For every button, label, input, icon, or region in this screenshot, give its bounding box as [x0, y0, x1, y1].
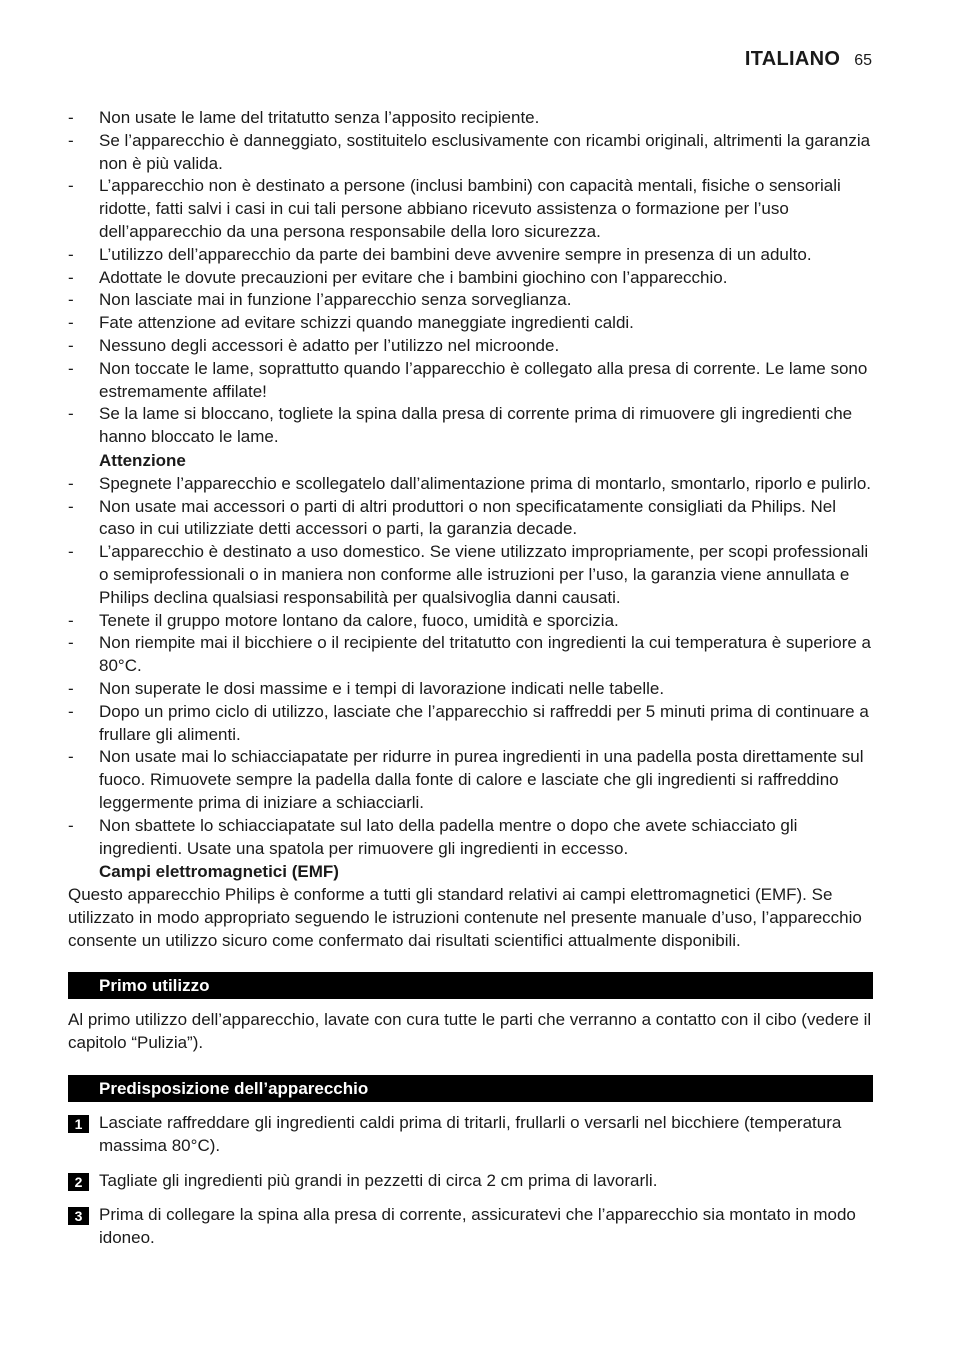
- emf-paragraph: Questo apparecchio Philips è conforme a tutti gli standard relativi ai campi elettromagnetici (EMF). Se utilizzato in modo appropriato seguendo le istruzioni contenute nel presente manuale d’uso, l’apparecchio consente un utilizzo sicuro come confermato dai risultati scientifici attualmente disponibili.: [68, 885, 862, 950]
- language-label: ITALIANO: [744, 48, 841, 70]
- list-item: - L’apparecchio è destinato a uso domestico. Se viene utilizzato impropriamente, per scopi professionali o semiprofessionali o in maniera non conforme alle istruzioni per l’uso, la garanzia viene annullata e Philips declina qualsiasi responsabilità per qualsivoglia danni causati.: [68, 541, 873, 609]
- list-item: - Non usate mai lo schiacciapatate per ridurre in purea ingredienti in una padella posta direttamente sul fuoco. Rimuovete sempre la padella dalla fonte di calore e lasciate che gli ingredienti si raffreddino leggermente prima di iniziare a schiacciarli.: [68, 746, 873, 814]
- list-item: - Non toccate le lame, soprattutto quando l’apparecchio è collegato alla presa di corrente. Le lame sono estremamente affilate!: [68, 358, 873, 404]
- list-item: - Non sbattete lo schiacciapatate sul lato della padella mentre o dopo che avete schiacciato gli ingredienti. Usate una spatola per rimuovere gli ingredienti in eccesso.: [68, 815, 873, 861]
- attention-list: [68, 473, 873, 861]
- page-content: [68, 107, 873, 1262]
- list-item: - Non usate mai accessori o parti di altri produttori o non specificatamente consigliati da Philips. Nel caso in cui utilizziate detti accessori o parti, la garanzia decade.: [68, 496, 873, 542]
- first-use-paragraph: Al primo utilizzo dell’apparecchio, lavate con cura tutte le parti che verranno a contatto con il cibo (vedere il capitolo “Pulizia”).: [68, 1010, 872, 1053]
- step-item: [68, 1112, 873, 1158]
- emf-heading: Campi elettromagnetici (EMF): [99, 862, 339, 882]
- step-item: [68, 1204, 873, 1250]
- warnings-list: [68, 107, 873, 449]
- step-number: 1: [68, 1115, 89, 1133]
- attention-heading: Attenzione: [99, 450, 186, 470]
- list-item: - Spegnete l’apparecchio e scollegatelo dall’alimentazione prima di montarlo, smontarlo, riporlo e pulirlo.: [68, 473, 873, 496]
- page-number: 65: [854, 52, 872, 69]
- page-header: [745, 48, 872, 71]
- step-text: Prima di collegare la spina alla presa di corrente, assicuratevi che l’apparecchio sia montato in modo idoneo.: [99, 1205, 856, 1248]
- list-item: - Nessuno degli accessori è adatto per l’utilizzo nel microonde.: [68, 335, 873, 358]
- list-item: - Non lasciate mai in funzione l’apparecchio senza sorveglianza.: [68, 289, 873, 312]
- list-item: - Se l’apparecchio è danneggiato, sostituitelo esclusivamente con ricambi originali, altrimenti la garanzia non è più valida.: [68, 130, 873, 176]
- setup-steps: [68, 1112, 873, 1250]
- list-item: - Se la lame si bloccano, togliete la spina dalla presa di corrente prima di rimuovere gli ingredienti che hanno bloccato le lame.: [68, 403, 873, 449]
- list-item: - Dopo un primo ciclo di utilizzo, lasciate che l’apparecchio si raffreddi per 5 minuti prima di continuare a frullare gli alimenti.: [68, 701, 873, 747]
- list-item: - Non superate le dosi massime e i tempi di lavorazione indicati nelle tabelle.: [68, 678, 873, 701]
- setup-section-bar: Predisposizione dell’apparecchio: [68, 1075, 873, 1102]
- first-use-section-bar: Primo utilizzo: [68, 972, 873, 999]
- step-number: 3: [68, 1207, 89, 1225]
- list-item: - L’apparecchio non è destinato a persone (inclusi bambini) con capacità mentali, fisiche o sensoriali ridotte, fatti salvi i casi in cui tali persone abbiano ricevuto assistenza o formazione per l’uso dell’apparecchio da una persona responsabile della loro sicurezza.: [68, 175, 873, 243]
- list-item: - Adottate le dovute precauzioni per evitare che i bambini giochino con l’apparecchio.: [68, 267, 873, 290]
- list-item: - L’utilizzo dell’apparecchio da parte dei bambini deve avvenire sempre in presenza di un adulto.: [68, 244, 873, 267]
- list-item: - Non riempite mai il bicchiere o il recipiente del tritatutto con ingredienti la cui temperatura è superiore a 80°C.: [68, 632, 873, 678]
- step-text: Lasciate raffreddare gli ingredienti caldi prima di tritarli, frullarli o versarli nel bicchiere (temperatura massima 80°C).: [99, 1113, 842, 1155]
- step-item: [68, 1170, 873, 1193]
- step-text: Tagliate gli ingredienti più grandi in pezzetti di circa 2 cm prima di lavorarli.: [99, 1170, 658, 1190]
- step-number: 2: [68, 1173, 89, 1191]
- list-item: - Fate attenzione ad evitare schizzi quando maneggiate ingredienti caldi.: [68, 312, 873, 335]
- list-item: - Tenete il gruppo motore lontano da calore, fuoco, umidità e sporcizia.: [68, 610, 873, 633]
- list-item: - Non usate le lame del tritatutto senza l’apposito recipiente.: [68, 107, 873, 130]
